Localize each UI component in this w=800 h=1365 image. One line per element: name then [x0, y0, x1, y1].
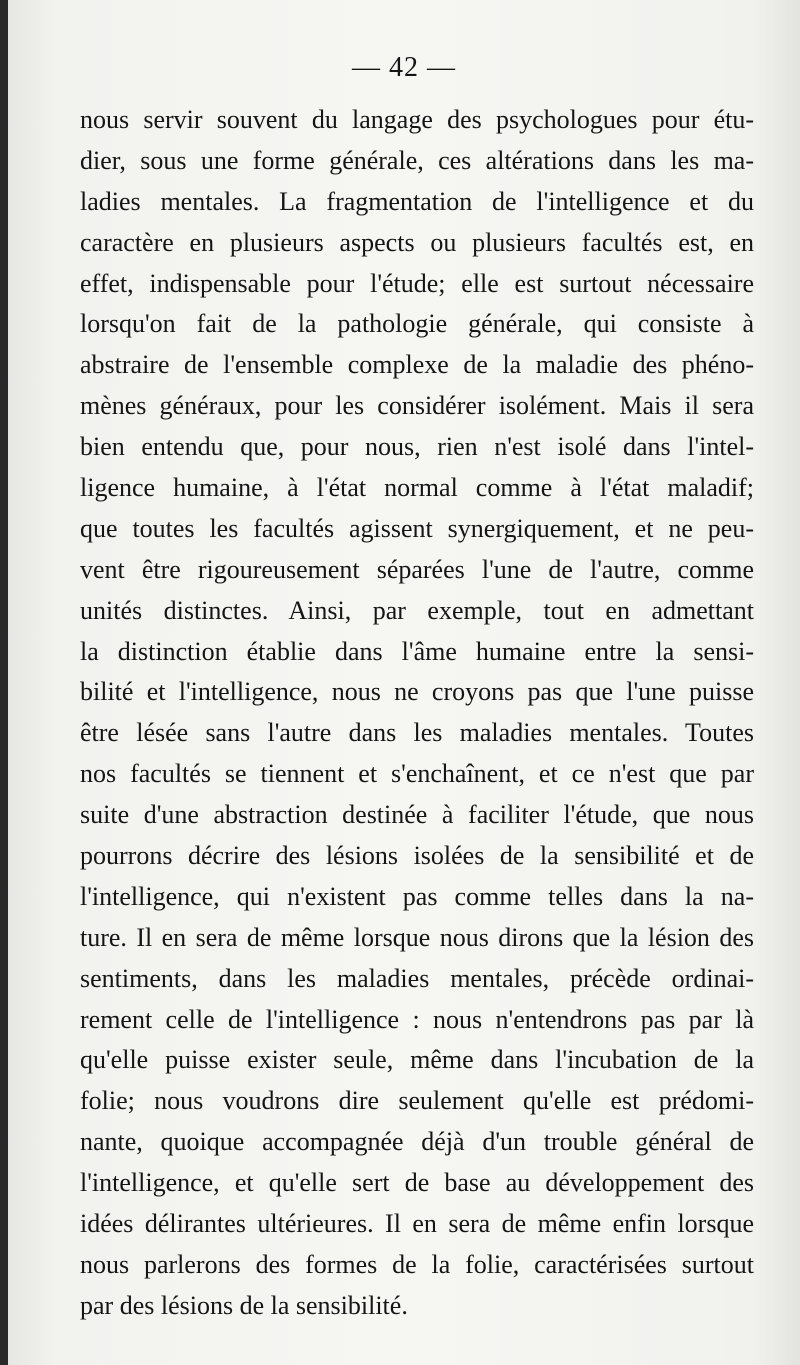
text-line: être lésée sans l'autre dans les maladies mentales. Toutes — [80, 718, 754, 748]
text-line: nos facultés se tiennent et s'enchaînent, et ce n'est que par — [80, 759, 754, 789]
text-line: par des lésions de la sensibilité. — [80, 1290, 408, 1320]
text-line: l'intelligence, qui n'existent pas comme telles dans la na- — [80, 881, 754, 911]
text-line: dier, sous une forme générale, ces altérations dans les ma- — [80, 145, 754, 175]
text-line: la distinction établie dans l'âme humaine entre la sensi- — [80, 636, 754, 666]
text-line: nous servir souvent du langage des psychologues pour étu- — [80, 105, 754, 134]
text-line: l'intelligence, et qu'elle sert de base au développement des — [80, 1168, 754, 1198]
text-line: idées délirantes ultérieures. Il en sera de même enfin lorsque — [80, 1209, 754, 1239]
text-line: folie; nous voudrons dire seulement qu'elle est prédomi- — [80, 1086, 754, 1116]
text-line: bilité et l'intelligence, nous ne croyons pas que l'une puisse — [80, 677, 754, 707]
text-line: sentiments, dans les maladies mentales, précède ordinai- — [80, 963, 754, 993]
text-line: qu'elle puisse exister seule, même dans l'incubation de la — [80, 1045, 754, 1075]
text-line: caractère en plusieurs aspects ou plusieurs facultés est, en — [80, 227, 754, 257]
text-line: unités distinctes. Ainsi, par exemple, tout en admettant — [80, 595, 754, 625]
text-line: effet, indispensable pour l'étude; elle est surtout nécessaire — [80, 268, 754, 298]
text-line: suite d'une abstraction destinée à faciliter l'étude, que nous — [80, 800, 754, 830]
body-text — [80, 100, 754, 1327]
text-line: que toutes les facultés agissent synergiquement, et ne peu- — [80, 513, 754, 543]
text-line: ladies mentales. La fragmentation de l'intelligence et du — [80, 186, 754, 216]
page-number: — 42 — — [352, 52, 456, 83]
text-line: abstraire de l'ensemble complexe de la maladie des phéno- — [80, 350, 754, 380]
text-line: bien entendu que, pour nous, rien n'est isolé dans l'intel- — [80, 432, 754, 462]
text-line: ture. Il en sera de même lorsque nous dirons que la lésion des — [80, 922, 754, 952]
book-page — [8, 0, 800, 1365]
text-line: mènes généraux, pour les considérer isolément. Mais il sera — [80, 391, 754, 421]
text-line: pourrons décrire des lésions isolées de la sensibilité et de — [80, 841, 754, 871]
text-line: rement celle de l'intelligence : nous n'entendrons pas par là — [80, 1004, 754, 1034]
text-line: ligence humaine, à l'état normal comme à l'état maladif; — [80, 473, 754, 503]
text-line: nante, quoique accompagnée déjà d'un trouble général de — [80, 1127, 754, 1157]
text-line: lorsqu'on fait de la pathologie générale, qui consiste à — [80, 309, 754, 339]
text-line: nous parlerons des formes de la folie, caractérisées surtout — [80, 1249, 754, 1279]
text-line: vent être rigoureusement séparées l'une de l'autre, comme — [80, 554, 754, 584]
